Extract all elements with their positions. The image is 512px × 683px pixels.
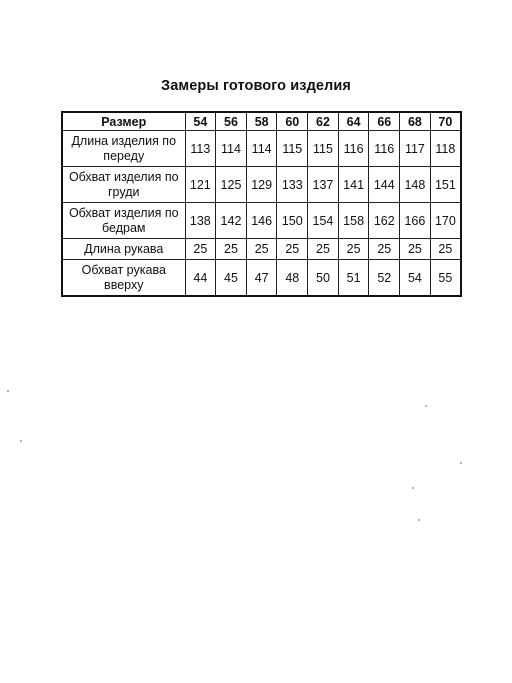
table-cell: 51 <box>338 260 369 297</box>
table-cell: 52 <box>369 260 400 297</box>
table-cell: 54 <box>400 260 431 297</box>
table-cell: 25 <box>338 239 369 260</box>
table-cell: 25 <box>308 239 339 260</box>
table-cell: 25 <box>369 239 400 260</box>
header-size: 54 <box>185 112 216 131</box>
table-cell: 138 <box>185 203 216 239</box>
table-cell: 121 <box>185 167 216 203</box>
table-cell: 142 <box>216 203 247 239</box>
measurements-table <box>61 111 462 297</box>
table-cell: 44 <box>185 260 216 297</box>
header-size: 62 <box>308 112 339 131</box>
table-cell: 141 <box>338 167 369 203</box>
scan-speck <box>418 519 420 521</box>
table-cell: 154 <box>308 203 339 239</box>
table-cell: 55 <box>430 260 461 297</box>
table-cell: 118 <box>430 131 461 167</box>
table-cell: 47 <box>246 260 277 297</box>
table-cell: 25 <box>400 239 431 260</box>
table-cell: 150 <box>277 203 308 239</box>
table-cell: 116 <box>369 131 400 167</box>
table-cell: 170 <box>430 203 461 239</box>
table-cell: 114 <box>246 131 277 167</box>
table-cell: 50 <box>308 260 339 297</box>
row-label: Длина рукава <box>62 239 185 260</box>
table-cell: 158 <box>338 203 369 239</box>
row-label: Длина изделия по переду <box>62 131 185 167</box>
table-cell: 146 <box>246 203 277 239</box>
table-row <box>62 239 461 260</box>
table-cell: 151 <box>430 167 461 203</box>
table-cell: 45 <box>216 260 247 297</box>
row-label: Обхват изделия по груди <box>62 167 185 203</box>
table-cell: 148 <box>400 167 431 203</box>
header-size: 68 <box>400 112 431 131</box>
table-row <box>62 131 461 167</box>
table-row <box>62 167 461 203</box>
table-cell: 137 <box>308 167 339 203</box>
header-size: 58 <box>246 112 277 131</box>
table-cell: 114 <box>216 131 247 167</box>
row-label: Обхват рукава вверху <box>62 260 185 297</box>
table-cell: 144 <box>369 167 400 203</box>
scan-speck <box>20 440 22 442</box>
table-cell: 125 <box>216 167 247 203</box>
scan-speck <box>412 487 414 489</box>
header-size: 60 <box>277 112 308 131</box>
table-cell: 116 <box>338 131 369 167</box>
table-cell: 133 <box>277 167 308 203</box>
table-cell: 162 <box>369 203 400 239</box>
table-cell: 115 <box>308 131 339 167</box>
table-cell: 129 <box>246 167 277 203</box>
table-cell: 25 <box>277 239 308 260</box>
header-size: 64 <box>338 112 369 131</box>
table-cell: 25 <box>185 239 216 260</box>
scan-speck <box>7 390 9 392</box>
table-header-row <box>62 112 461 131</box>
row-label: Обхват изделия по бедрам <box>62 203 185 239</box>
table-cell: 166 <box>400 203 431 239</box>
header-size-label: Размер <box>62 112 185 131</box>
table-cell: 25 <box>216 239 247 260</box>
scan-speck <box>425 405 427 407</box>
header-size: 56 <box>216 112 247 131</box>
table-cell: 115 <box>277 131 308 167</box>
table-row <box>62 203 461 239</box>
table-cell: 48 <box>277 260 308 297</box>
table-cell: 25 <box>430 239 461 260</box>
page-title: Замеры готового изделия <box>161 78 351 94</box>
table-cell: 25 <box>246 239 277 260</box>
table-cell: 117 <box>400 131 431 167</box>
table-row <box>62 260 461 297</box>
header-size: 70 <box>430 112 461 131</box>
scan-speck <box>460 462 462 464</box>
table-cell: 113 <box>185 131 216 167</box>
header-size: 66 <box>369 112 400 131</box>
